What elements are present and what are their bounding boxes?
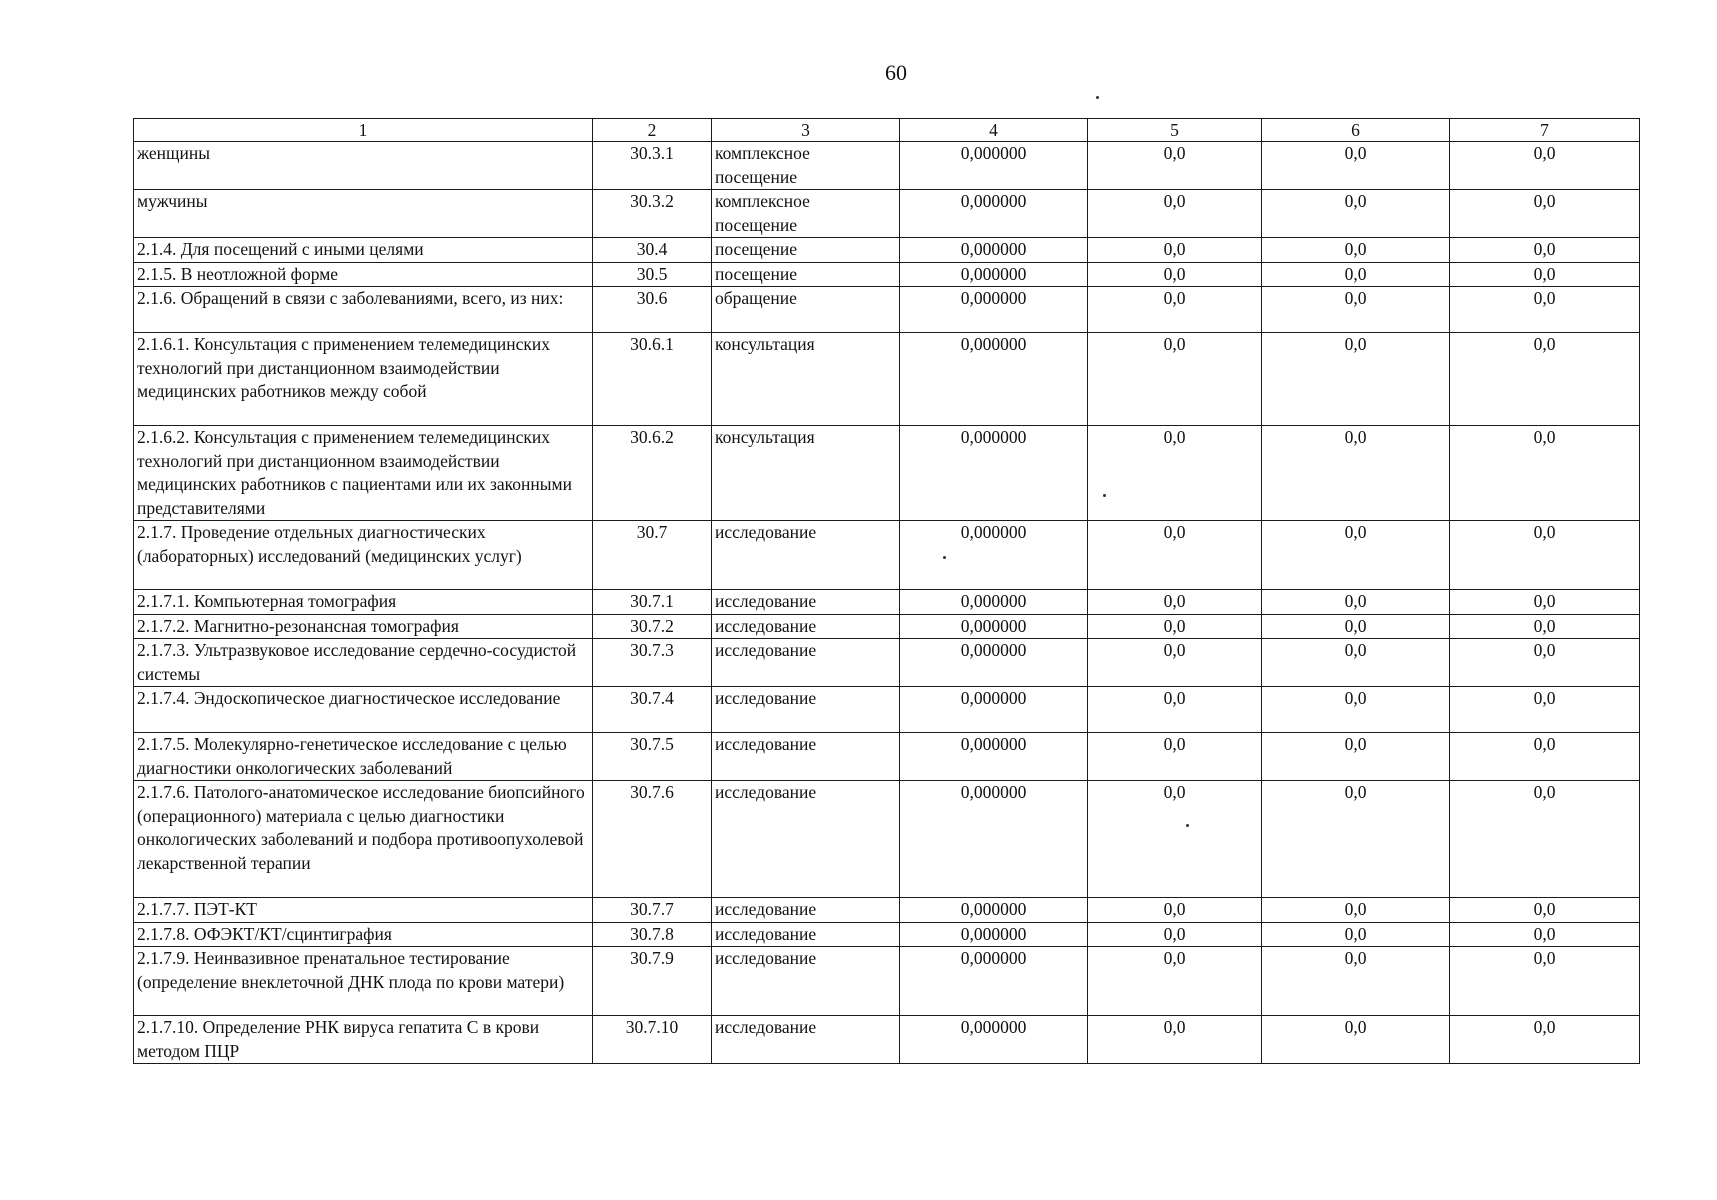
row-unit-cell: исследование xyxy=(712,639,900,687)
row-unit-cell: исследование xyxy=(712,898,900,923)
header-cell: 6 xyxy=(1262,119,1450,142)
row-code-cell: 30.7.10 xyxy=(593,1016,712,1064)
row-name-cell: 2.1.7.10. Определение РНК вируса гепатита С в крови методом ПЦР xyxy=(134,1016,593,1064)
table-row xyxy=(134,1016,1640,1064)
row-name-cell: женщины xyxy=(134,142,593,190)
row-value-cell: 0,0 xyxy=(1450,947,1640,1016)
row-value-cell: 0,000000 xyxy=(900,781,1088,898)
row-unit-cell: обращение xyxy=(712,287,900,333)
row-value-cell: 0,0 xyxy=(1262,1016,1450,1064)
row-value-cell: 0,0 xyxy=(1262,687,1450,733)
row-value-cell: 0,0 xyxy=(1262,922,1450,947)
row-value-cell: 0,0 xyxy=(1262,733,1450,781)
table-row xyxy=(134,614,1640,639)
data-table xyxy=(133,118,1640,1064)
row-value-cell: 0,0 xyxy=(1262,898,1450,923)
row-code-cell: 30.6.1 xyxy=(593,333,712,426)
page-number: 60 xyxy=(885,60,907,85)
row-value-cell: 0,0 xyxy=(1088,639,1262,687)
table-row xyxy=(134,238,1640,263)
row-value-cell: 0,0 xyxy=(1262,426,1450,521)
row-value-cell: 0,000000 xyxy=(900,238,1088,263)
row-value-cell: 0,0 xyxy=(1262,238,1450,263)
row-value-cell: 0,0 xyxy=(1450,426,1640,521)
row-value-cell: 0,0 xyxy=(1450,238,1640,263)
row-name-cell: 2.1.7.5. Молекулярно-генетическое исследование с целью диагностики онкологических заболеваний xyxy=(134,733,593,781)
header-cell: 7 xyxy=(1450,119,1640,142)
header-cell: 3 xyxy=(712,119,900,142)
row-value-cell: 0,0 xyxy=(1088,614,1262,639)
row-unit-cell: исследование xyxy=(712,733,900,781)
row-value-cell: 0,0 xyxy=(1450,614,1640,639)
table-row xyxy=(134,898,1640,923)
row-code-cell: 30.7.2 xyxy=(593,614,712,639)
row-value-cell: 0,000000 xyxy=(900,190,1088,238)
row-value-cell: 0,000000 xyxy=(900,426,1088,521)
row-value-cell: 0,0 xyxy=(1262,521,1450,590)
row-value-cell: 0,0 xyxy=(1088,142,1262,190)
row-code-cell: 30.6.2 xyxy=(593,426,712,521)
row-value-cell: 0,0 xyxy=(1262,190,1450,238)
table-row xyxy=(134,142,1640,190)
header-cell: 4 xyxy=(900,119,1088,142)
row-value-cell: 0,0 xyxy=(1450,333,1640,426)
row-unit-cell: посещение xyxy=(712,238,900,263)
row-code-cell: 30.7.5 xyxy=(593,733,712,781)
row-value-cell: 0,0 xyxy=(1262,590,1450,615)
row-name-cell: 2.1.7.3. Ультразвуковое исследование сердечно-сосудистой системы xyxy=(134,639,593,687)
row-code-cell: 30.6 xyxy=(593,287,712,333)
row-name-cell: 2.1.7.8. ОФЭКТ/КТ/сцинтиграфия xyxy=(134,922,593,947)
row-code-cell: 30.7.9 xyxy=(593,947,712,1016)
row-value-cell: 0,000000 xyxy=(900,639,1088,687)
row-value-cell: 0,0 xyxy=(1450,639,1640,687)
row-code-cell: 30.7.3 xyxy=(593,639,712,687)
row-value-cell: 0,000000 xyxy=(900,733,1088,781)
row-unit-cell: исследование xyxy=(712,590,900,615)
row-name-cell: 2.1.6.2. Консультация с применением телемедицинских технологий при дистанционном взаимодействии медицинских работников с пациентами или их законными представителями xyxy=(134,426,593,521)
row-value-cell: 0,0 xyxy=(1088,287,1262,333)
row-name-cell: 2.1.4. Для посещений с иными целями xyxy=(134,238,593,263)
row-value-cell: 0,0 xyxy=(1262,142,1450,190)
row-value-cell: 0,000000 xyxy=(900,1016,1088,1064)
row-value-cell: 0,0 xyxy=(1262,333,1450,426)
row-unit-cell: комплексное посещение xyxy=(712,190,900,238)
row-value-cell: 0,000000 xyxy=(900,898,1088,923)
row-value-cell: 0,0 xyxy=(1450,590,1640,615)
row-value-cell: 0,0 xyxy=(1450,898,1640,923)
table-row xyxy=(134,590,1640,615)
row-code-cell: 30.4 xyxy=(593,238,712,263)
row-value-cell: 0,000000 xyxy=(900,287,1088,333)
row-value-cell: 0,0 xyxy=(1450,287,1640,333)
row-value-cell: 0,0 xyxy=(1088,922,1262,947)
row-name-cell: мужчины xyxy=(134,190,593,238)
row-value-cell: 0,000000 xyxy=(900,333,1088,426)
row-unit-cell: исследование xyxy=(712,781,900,898)
row-value-cell: 0,0 xyxy=(1450,521,1640,590)
row-value-cell: 0,0 xyxy=(1088,590,1262,615)
table-body xyxy=(134,142,1640,1064)
row-value-cell: 0,0 xyxy=(1088,781,1262,898)
row-value-cell: 0,0 xyxy=(1088,733,1262,781)
row-unit-cell: исследование xyxy=(712,947,900,1016)
row-code-cell: 30.3.2 xyxy=(593,190,712,238)
row-value-cell: 0,0 xyxy=(1088,521,1262,590)
table-row xyxy=(134,639,1640,687)
row-value-cell: 0,0 xyxy=(1450,687,1640,733)
table-header xyxy=(134,119,1640,142)
row-value-cell: 0,0 xyxy=(1088,262,1262,287)
row-value-cell: 0,0 xyxy=(1450,190,1640,238)
row-value-cell: 0,0 xyxy=(1450,733,1640,781)
row-code-cell: 30.7.7 xyxy=(593,898,712,923)
row-value-cell: 0,0 xyxy=(1088,333,1262,426)
table-row xyxy=(134,947,1640,1016)
row-value-cell: 0,0 xyxy=(1262,781,1450,898)
row-code-cell: 30.7.8 xyxy=(593,922,712,947)
row-value-cell: 0,0 xyxy=(1262,262,1450,287)
row-code-cell: 30.7 xyxy=(593,521,712,590)
row-unit-cell: исследование xyxy=(712,687,900,733)
row-value-cell: 0,0 xyxy=(1088,426,1262,521)
row-value-cell: 0,0 xyxy=(1088,238,1262,263)
row-value-cell: 0,000000 xyxy=(900,922,1088,947)
table-row xyxy=(134,426,1640,521)
row-name-cell: 2.1.7.7. ПЭТ-КТ xyxy=(134,898,593,923)
row-unit-cell: исследование xyxy=(712,1016,900,1064)
row-name-cell: 2.1.6.1. Консультация с применением телемедицинских технологий при дистанционном взаимодействии медицинских работников между собой xyxy=(134,333,593,426)
row-name-cell: 2.1.7.4. Эндоскопическое диагностическое исследование xyxy=(134,687,593,733)
row-code-cell: 30.7.4 xyxy=(593,687,712,733)
header-cell: 1 xyxy=(134,119,593,142)
table-row xyxy=(134,781,1640,898)
row-value-cell: 0,000000 xyxy=(900,142,1088,190)
row-name-cell: 2.1.7.1. Компьютерная томография xyxy=(134,590,593,615)
row-value-cell: 0,0 xyxy=(1088,190,1262,238)
table-row xyxy=(134,687,1640,733)
row-value-cell: 0,000000 xyxy=(900,614,1088,639)
row-value-cell: 0,000000 xyxy=(900,590,1088,615)
row-value-cell: 0,0 xyxy=(1450,1016,1640,1064)
row-value-cell: 0,000000 xyxy=(900,262,1088,287)
header-cell: 5 xyxy=(1088,119,1262,142)
row-code-cell: 30.5 xyxy=(593,262,712,287)
row-value-cell: 0,0 xyxy=(1450,142,1640,190)
row-value-cell: 0,0 xyxy=(1088,947,1262,1016)
row-value-cell: 0,0 xyxy=(1088,687,1262,733)
table-row xyxy=(134,190,1640,238)
row-name-cell: 2.1.7. Проведение отдельных диагностических (лабораторных) исследований (медицинских услуг) xyxy=(134,521,593,590)
table-row xyxy=(134,733,1640,781)
row-code-cell: 30.3.1 xyxy=(593,142,712,190)
row-value-cell: 0,0 xyxy=(1088,898,1262,923)
row-name-cell: 2.1.5. В неотложной форме xyxy=(134,262,593,287)
row-value-cell: 0,0 xyxy=(1262,639,1450,687)
row-unit-cell: исследование xyxy=(712,614,900,639)
row-name-cell: 2.1.7.2. Магнитно-резонансная томография xyxy=(134,614,593,639)
row-unit-cell: посещение xyxy=(712,262,900,287)
table-row xyxy=(134,922,1640,947)
row-value-cell: 0,0 xyxy=(1088,1016,1262,1064)
table-row xyxy=(134,262,1640,287)
row-value-cell: 0,000000 xyxy=(900,521,1088,590)
table-row xyxy=(134,521,1640,590)
row-unit-cell: комплексное посещение xyxy=(712,142,900,190)
row-value-cell: 0,0 xyxy=(1262,614,1450,639)
header-row xyxy=(134,119,1640,142)
row-name-cell: 2.1.6. Обращений в связи с заболеваниями, всего, из них: xyxy=(134,287,593,333)
row-value-cell: 0,000000 xyxy=(900,947,1088,1016)
row-unit-cell: консультация xyxy=(712,426,900,521)
row-value-cell: 0,000000 xyxy=(900,687,1088,733)
row-code-cell: 30.7.6 xyxy=(593,781,712,898)
row-code-cell: 30.7.1 xyxy=(593,590,712,615)
row-unit-cell: исследование xyxy=(712,922,900,947)
table-row xyxy=(134,287,1640,333)
header-cell: 2 xyxy=(593,119,712,142)
row-value-cell: 0,0 xyxy=(1450,922,1640,947)
row-unit-cell: исследование xyxy=(712,521,900,590)
row-value-cell: 0,0 xyxy=(1262,287,1450,333)
row-name-cell: 2.1.7.6. Патолого-анатомическое исследование биопсийного (операционного) материала с целью диагностики онкологических заболеваний и подбора противоопухолевой лекарственной терапии xyxy=(134,781,593,898)
row-value-cell: 0,0 xyxy=(1450,262,1640,287)
row-value-cell: 0,0 xyxy=(1262,947,1450,1016)
table-row xyxy=(134,333,1640,426)
row-value-cell: 0,0 xyxy=(1450,781,1640,898)
row-unit-cell: консультация xyxy=(712,333,900,426)
row-name-cell: 2.1.7.9. Неинвазивное пренатальное тестирование (определение внеклеточной ДНК плода по крови матери) xyxy=(134,947,593,1016)
scan-artifact-dot xyxy=(1096,96,1099,99)
